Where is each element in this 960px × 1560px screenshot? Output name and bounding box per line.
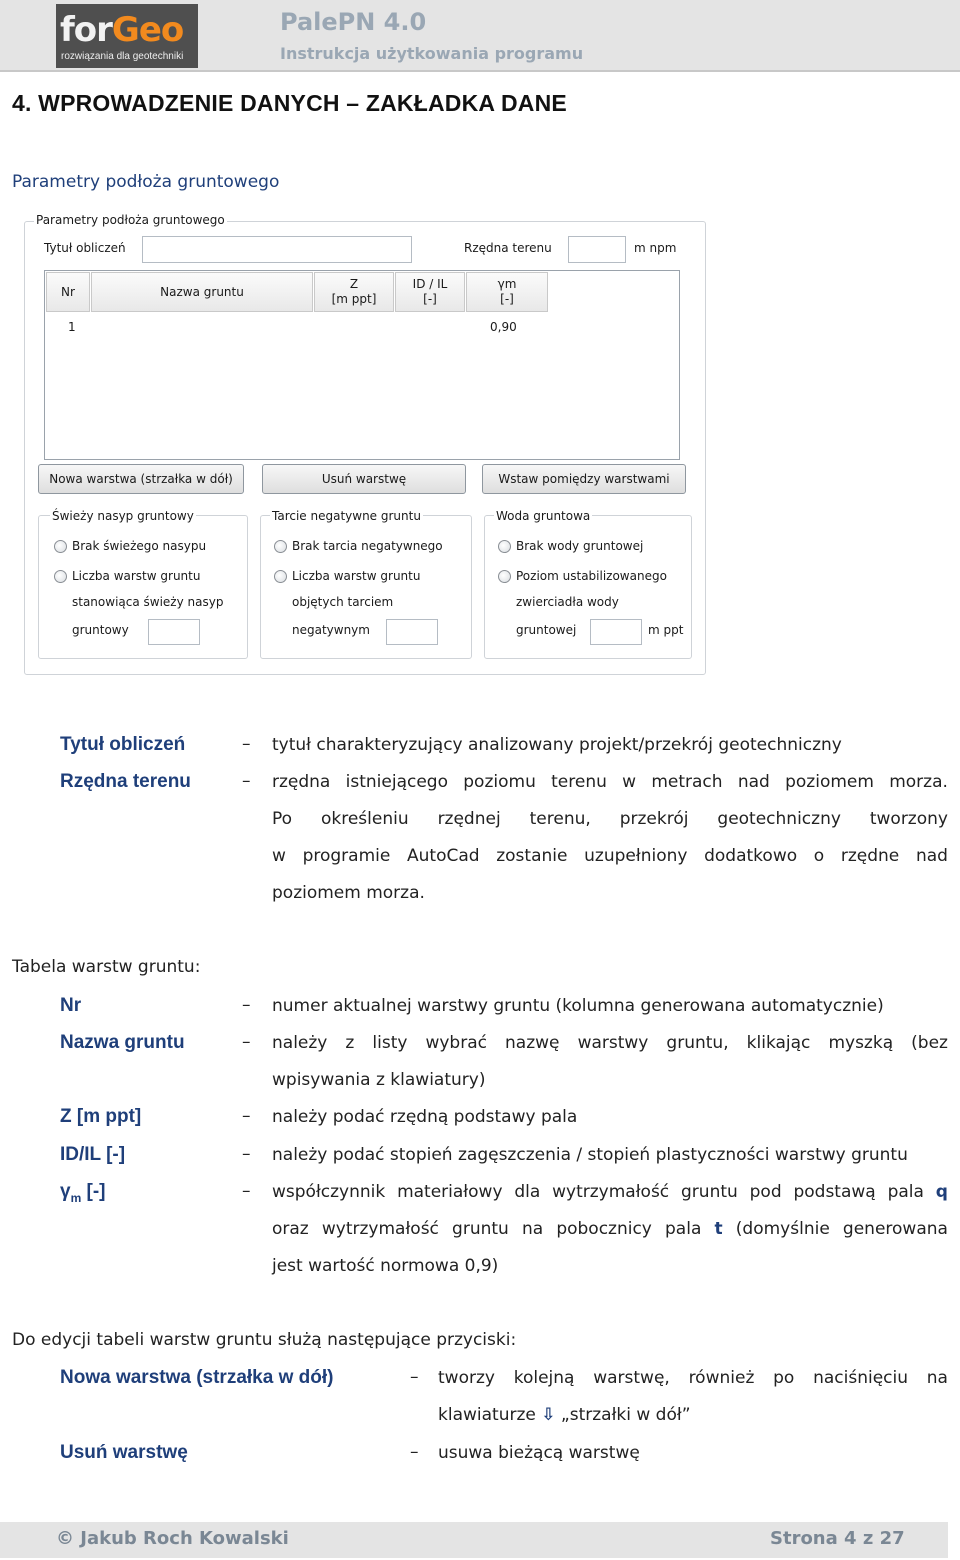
fill-group-title: Świeży nasyp gruntowy <box>52 509 194 523</box>
desc-terrain-line-4: poziomem morza. <box>272 883 425 903</box>
word: po <box>773 1368 795 1388</box>
water-level-label-3: gruntowej <box>516 623 577 637</box>
word: na <box>926 1368 948 1388</box>
word: gruntu <box>452 1219 509 1239</box>
word: generowana <box>842 1219 948 1239</box>
word: rzędnej <box>437 809 501 829</box>
term-delete-layer: Usuń warstwę <box>60 1442 188 1463</box>
term-nr: Nr <box>60 995 82 1016</box>
word: terenu <box>551 772 607 792</box>
col-header-id-il[interactable]: ID / IL [-] <box>395 272 465 312</box>
radio-no-water-label: Brak wody gruntowej <box>516 539 644 553</box>
term-terrain: Rzędna terenu <box>60 771 191 792</box>
word: o <box>813 846 825 866</box>
word: istniejącego <box>345 772 448 792</box>
word: rzędna <box>272 772 331 792</box>
soil-parameters-panel <box>24 203 706 675</box>
word: pod <box>749 1182 782 1202</box>
radio-no-friction-label: Brak tarcia negatywnego <box>292 539 443 553</box>
dash: – <box>242 771 251 791</box>
word: pala <box>665 1219 702 1239</box>
word: programie <box>302 846 391 866</box>
word: gruntu, <box>666 1033 729 1053</box>
word: wytrzymałość <box>552 1182 670 1202</box>
word: nazwę <box>505 1033 560 1053</box>
water-level-input[interactable] <box>590 619 642 645</box>
water-level-label-2: zwierciadła wody <box>516 595 619 609</box>
fill-layers-label: Liczba warstw gruntu <box>72 569 201 583</box>
friction-layers-label-3: negatywnym <box>292 623 370 637</box>
word: uzupełniony <box>584 846 688 866</box>
word: nad <box>737 772 770 792</box>
word: materiałowy <box>397 1182 503 1202</box>
desc-nr: numer aktualnej warstwy gruntu (kolumna generowana automatycznie) <box>272 996 884 1016</box>
fill-layers-label-3: gruntowy <box>72 623 129 637</box>
desc-soil-name-line-1 <box>272 1033 948 1053</box>
dash: – <box>242 995 251 1015</box>
word: gruntu <box>681 1182 738 1202</box>
radio-no-friction[interactable] <box>274 540 287 553</box>
word: naciśnięciu <box>813 1368 908 1388</box>
radio-friction-layers[interactable] <box>274 570 287 583</box>
table-cell-nr[interactable]: 1 <box>68 320 76 334</box>
word: morza. <box>889 772 948 792</box>
col-header-name[interactable]: Nazwa gruntu <box>91 272 313 312</box>
manual-subtitle: Instrukcja użytkowania programu <box>280 44 584 63</box>
group-title: Parametry podłoża gruntowego <box>36 213 225 227</box>
word: dodatkowo <box>704 846 798 866</box>
word: oraz <box>272 1219 309 1239</box>
term-new-layer: Nowa warstwa (strzałka w dół) <box>60 1367 334 1388</box>
radio-water-level[interactable] <box>498 570 511 583</box>
word: pala <box>887 1182 924 1202</box>
word: metrach <box>651 772 723 792</box>
desc-terrain-line-3 <box>272 846 948 866</box>
word: poziomem <box>785 772 874 792</box>
buttons-intro: Do edycji tabeli warstw gruntu służą następujące przyciski: <box>12 1330 517 1350</box>
dash: – <box>242 1144 251 1164</box>
word: należy <box>272 1033 328 1053</box>
word: wybrać <box>425 1033 487 1053</box>
word: q <box>935 1182 948 1202</box>
desc-soil-name-line-2: wpisywania z klawiatury) <box>272 1070 486 1090</box>
term-gamma: $\gamma_m$ [-] <box>60 1181 106 1205</box>
footer-page-number: Strona 4 z 27 <box>770 1528 905 1549</box>
desc-new-layer-line-2: klawiaturze ⇩ „strzałki w dół” <box>438 1405 691 1425</box>
word: wytrzymałość <box>321 1219 439 1239</box>
radio-no-water[interactable] <box>498 540 511 553</box>
delete-layer-button[interactable]: Usuń warstwę <box>262 464 466 494</box>
friction-layers-label: Liczba warstw gruntu <box>292 569 421 583</box>
term-title: Tytuł obliczeń <box>60 734 186 755</box>
friction-layers-label-2: objętych tarciem <box>292 595 394 609</box>
friction-group-title: Tarcie negatywne gruntu <box>272 509 421 523</box>
word: również <box>688 1368 755 1388</box>
title-label: Tytuł obliczeń <box>44 241 126 255</box>
water-group-title: Woda gruntowa <box>496 509 591 523</box>
word: dla <box>514 1182 541 1202</box>
friction-group <box>260 515 472 659</box>
section-title: 4. WPROWADZENIE DANYCH – ZAKŁADKA DANE <box>12 90 567 116</box>
desc-new-layer-line-1 <box>438 1368 948 1388</box>
table-intro: Tabela warstw gruntu: <box>12 957 201 977</box>
col-header-gamma[interactable]: γm [-] <box>466 272 548 312</box>
word: tworzy <box>438 1368 495 1388</box>
word: warstwy <box>577 1033 649 1053</box>
dash: – <box>242 1106 251 1126</box>
word: kolejną <box>513 1368 575 1388</box>
word: nad <box>915 846 948 866</box>
word: AutoCad <box>407 846 480 866</box>
fill-layers-label-2: stanowiąca świeży nasyp <box>72 595 224 609</box>
insert-between-button[interactable]: Wstaw pomiędzy warstwami <box>482 464 686 494</box>
word: myszką <box>828 1033 894 1053</box>
fill-layers-input[interactable] <box>148 619 200 645</box>
word: z <box>345 1033 355 1053</box>
dash: – <box>242 734 251 754</box>
subsection-title: Parametry podłoża gruntowego <box>12 172 280 192</box>
footer-author: © Jakub Roch Kowalski <box>56 1528 289 1549</box>
desc-gamma-line-1 <box>272 1182 948 1202</box>
word: pobocznicy <box>556 1219 652 1239</box>
word: podstawą <box>793 1182 876 1202</box>
forgeo-logo: forGeo rozwiązania dla geotechniki <box>56 4 198 68</box>
water-level-label: Poziom ustabilizowanego <box>516 569 667 583</box>
dash: – <box>410 1367 419 1387</box>
word: t <box>714 1219 723 1239</box>
dash: – <box>242 1032 251 1052</box>
word: na <box>521 1219 544 1239</box>
radio-no-fill[interactable] <box>54 540 67 553</box>
new-layer-button[interactable]: Nowa warstwa (strzałka w dół) <box>38 464 244 494</box>
desc-delete-layer: usuwa bieżącą warstwę <box>438 1443 640 1463</box>
desc-terrain-line-1 <box>272 772 948 792</box>
terrain-label: Rzędna terenu <box>464 241 552 255</box>
term-id-il: ID/IL [-] <box>60 1144 126 1165</box>
word: w <box>622 772 637 792</box>
table-cell-gamma[interactable]: 0,90 <box>490 320 517 334</box>
word: rzędne <box>840 846 900 866</box>
desc-title: tytuł charakteryzujący analizowany projekt/przekrój geotechniczny <box>272 735 842 755</box>
word: zostanie <box>496 846 568 866</box>
word: warstwę, <box>593 1368 670 1388</box>
word: tworzony <box>869 809 948 829</box>
col-header-z[interactable]: Z [m ppt] <box>314 272 394 312</box>
water-group <box>484 515 692 659</box>
water-level-unit: m ppt <box>648 623 684 637</box>
terrain-unit: m npm <box>634 241 677 255</box>
word: (bez <box>911 1033 948 1053</box>
word: listy <box>372 1033 408 1053</box>
desc-terrain-line-2 <box>272 809 948 829</box>
logo-tagline: rozwiązania dla geotechniki <box>61 51 184 62</box>
word: poziomu <box>463 772 536 792</box>
radio-fill-layers[interactable] <box>54 570 67 583</box>
page-footer <box>0 1522 948 1558</box>
friction-layers-input[interactable] <box>386 619 438 645</box>
terrain-input[interactable] <box>568 236 626 263</box>
word: współczynnik <box>272 1182 386 1202</box>
term-soil-name: Nazwa gruntu <box>60 1032 185 1053</box>
desc-gamma-line-3: jest wartość normowa 0,9) <box>272 1256 499 1276</box>
word: geotechniczny <box>717 809 841 829</box>
word: (domyślnie <box>735 1219 830 1239</box>
title-input[interactable] <box>142 236 412 263</box>
desc-z: należy podać rzędną podstawy pala <box>272 1107 578 1127</box>
col-header-nr[interactable]: Nr <box>46 272 90 312</box>
page-header <box>0 0 960 72</box>
radio-no-fill-label: Brak świeżego nasypu <box>72 539 207 553</box>
word: Po <box>272 809 293 829</box>
word: terenu, <box>529 809 591 829</box>
desc-id-il: należy podać stopień zagęszczenia / stopień plastyczności warstwy gruntu <box>272 1145 908 1165</box>
term-z: Z [m ppt] <box>60 1106 142 1127</box>
word: w <box>272 846 286 866</box>
program-title: PalePN 4.0 <box>280 8 427 36</box>
desc-gamma-line-2 <box>272 1219 948 1239</box>
word: przekrój <box>619 809 689 829</box>
word: określeniu <box>320 809 409 829</box>
fill-group <box>38 515 248 659</box>
dash: – <box>242 1181 251 1201</box>
down-arrow-icon: ⇩ <box>541 1405 556 1425</box>
dash: – <box>410 1442 419 1462</box>
word: klikając <box>746 1033 811 1053</box>
